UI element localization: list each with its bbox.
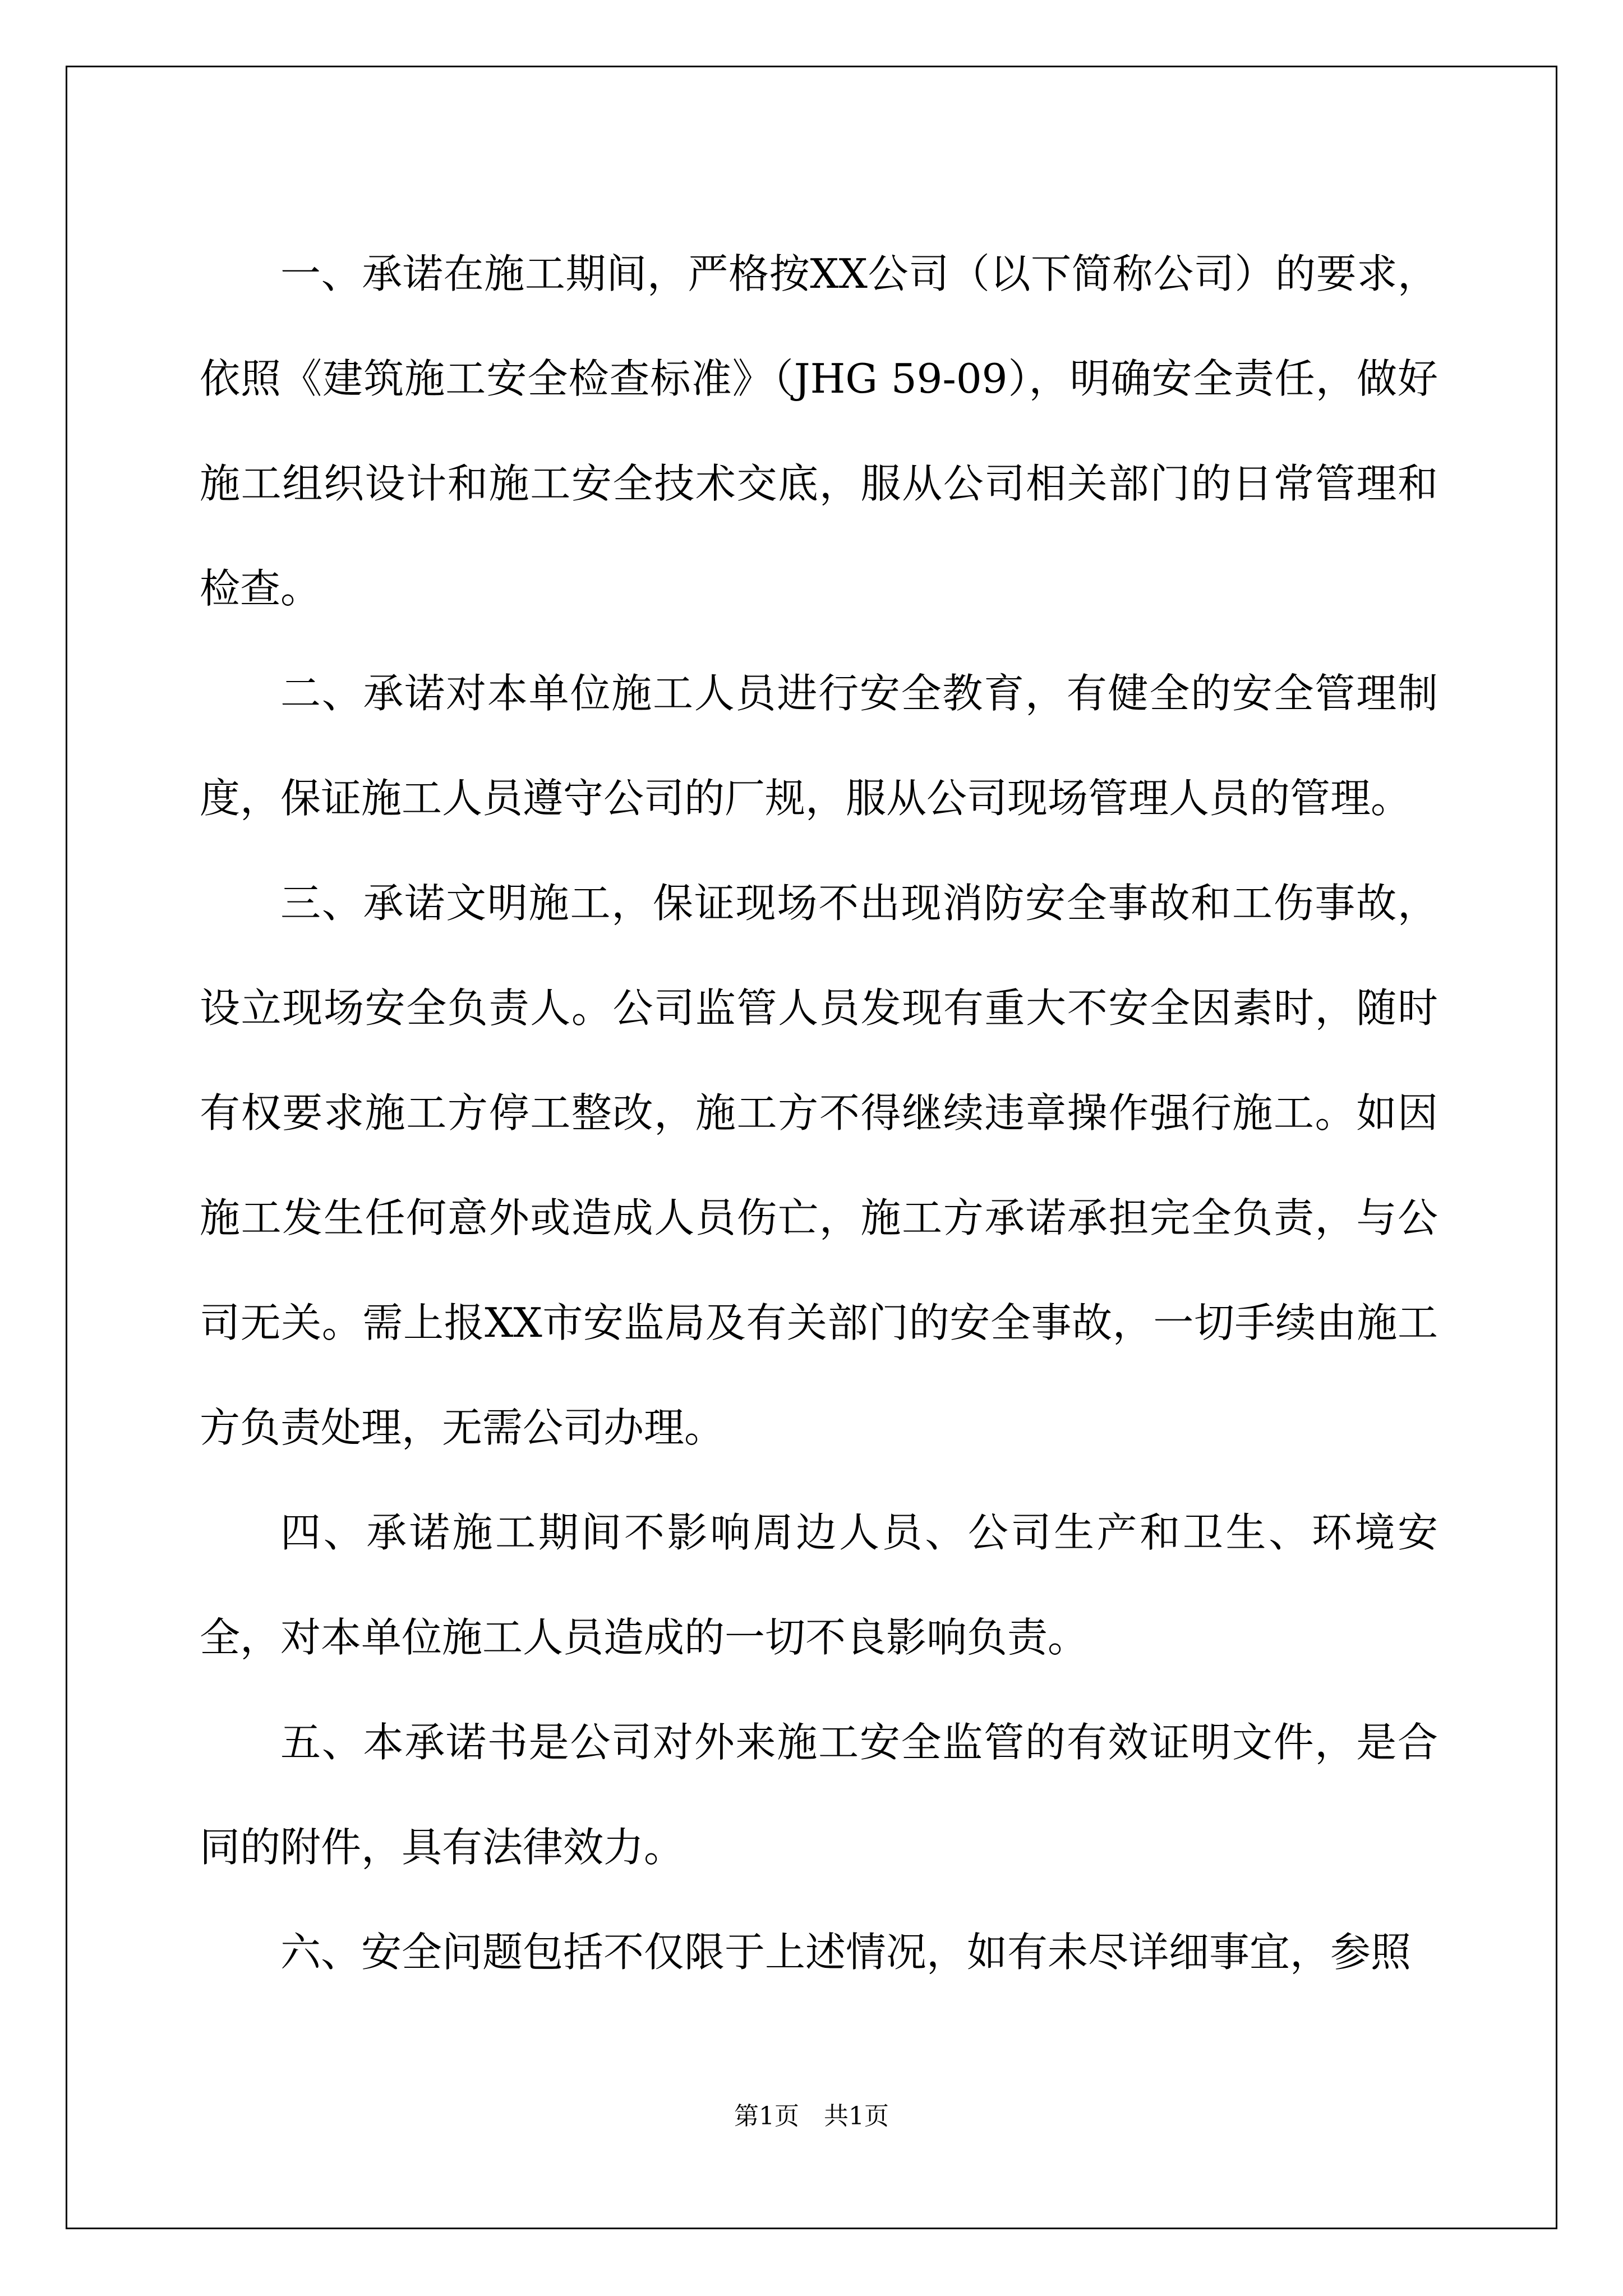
- paragraph-1: 一、承诺在施工期间，严格按XX公司（以下简称公司）的要求，依照《建筑施工安全检查标准》（JHG 59-09），明确安全责任，做好施工组织设计和施工安全技术交底，服从公司相关部门的日常管理和检查。: [200, 250, 1438, 612]
- paragraph-4: 四、承诺施工期间不影响周边人员、公司生产和卫生、环境安全，对本单位施工人员造成的一切不良影响负责。: [200, 1509, 1438, 1661]
- paragraph-5: 五、本承诺书是公司对外来施工安全监管的有效证明文件，是合同的附件，具有法律效力。: [200, 1719, 1438, 1871]
- paragraph-2: 二、承诺对本单位施工人员进行安全教育，有健全的安全管理制度，保证施工人员遵守公司的厂规，服从公司现场管理人员的管理。: [200, 670, 1438, 822]
- document-body: [200, 222, 1438, 2005]
- paragraph-6: 六、安全问题包括不仅限于上述情况，如有未尽详细事宜，参照: [280, 1929, 1412, 1976]
- paragraph-3: 三、承诺文明施工，保证现场不出现消防安全事故和工伤事故，设立现场安全负责人。公司监管人员发现有重大不安全因素时，随时有权要求施工方停工整改，施工方不得继续违章操作强行施工。如因施工发生任何意外或造成人员伤亡，施工方承诺承担完全负责，与公司无关。需上报XX市安监局及有关部门的安全事故，一切手续由施工方负责处理，无需公司办理。: [200, 880, 1438, 1451]
- page-number: 第1页 共1页: [734, 2102, 889, 2131]
